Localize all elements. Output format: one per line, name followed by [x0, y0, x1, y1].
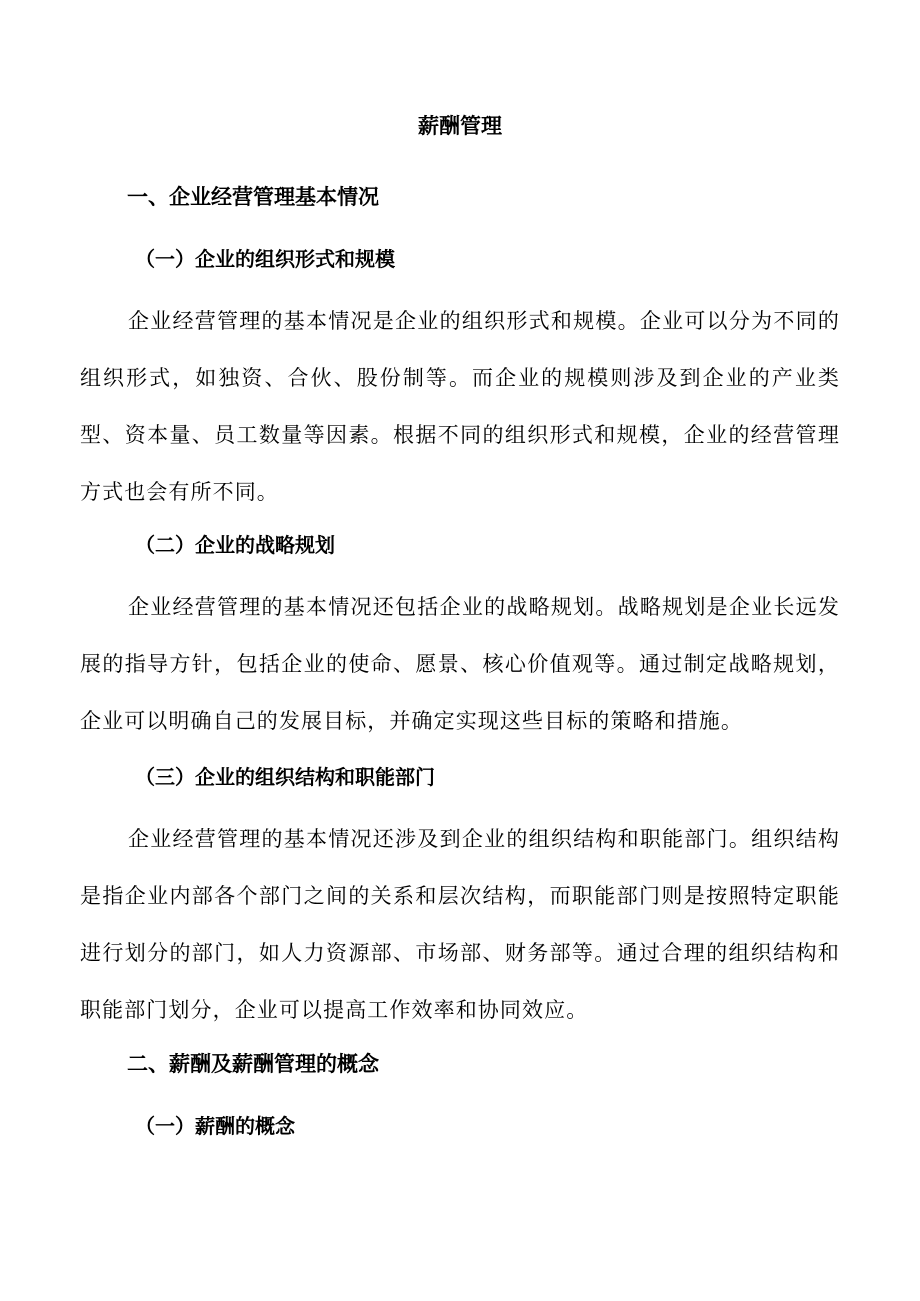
subsection-heading-1-1: （一）企业的组织形式和规模	[135, 247, 395, 271]
paragraph-1-3: 企业经营管理的基本情况还涉及到企业的组织结构和职能部门。组织结构是指企业内部各个部门之间的关系和层次结构，而职能部门则是按照特定职能进行划分的部门，如人力资源部、市场部、财务部等。通过合理的组织结构和职能部门划分，企业可以提高工作效率和协同效应。	[80, 827, 840, 1022]
paragraph-1-2: 企业经营管理的基本情况还包括企业的战略规划。战略规划是企业长远发展的指导方针，包括企业的使命、愿景、核心价值观等。通过制定战略规划，企业可以明确自己的发展目标，并确定实现这些目标的策略和措施。	[80, 595, 840, 733]
subsection-heading-1-2: （二）企业的战略规划	[135, 533, 335, 557]
paragraph-1-1: 企业经营管理的基本情况是企业的组织形式和规模。企业可以分为不同的组织形式，如独资、合伙、股份制等。而企业的规模则涉及到企业的产业类型、资本量、员工数量等因素。根据不同的组织形式和规模，企业的经营管理方式也会有所不同。	[80, 309, 840, 504]
section-heading-2: 二、薪酬及薪酬管理的概念	[127, 1051, 379, 1076]
document-title: 薪酬管理	[418, 113, 502, 138]
section-heading-1: 一、企业经营管理基本情况	[127, 184, 379, 209]
subsection-heading-2-1: （一）薪酬的概念	[135, 1114, 295, 1138]
subsection-heading-1-3: （三）企业的组织结构和职能部门	[135, 765, 435, 789]
